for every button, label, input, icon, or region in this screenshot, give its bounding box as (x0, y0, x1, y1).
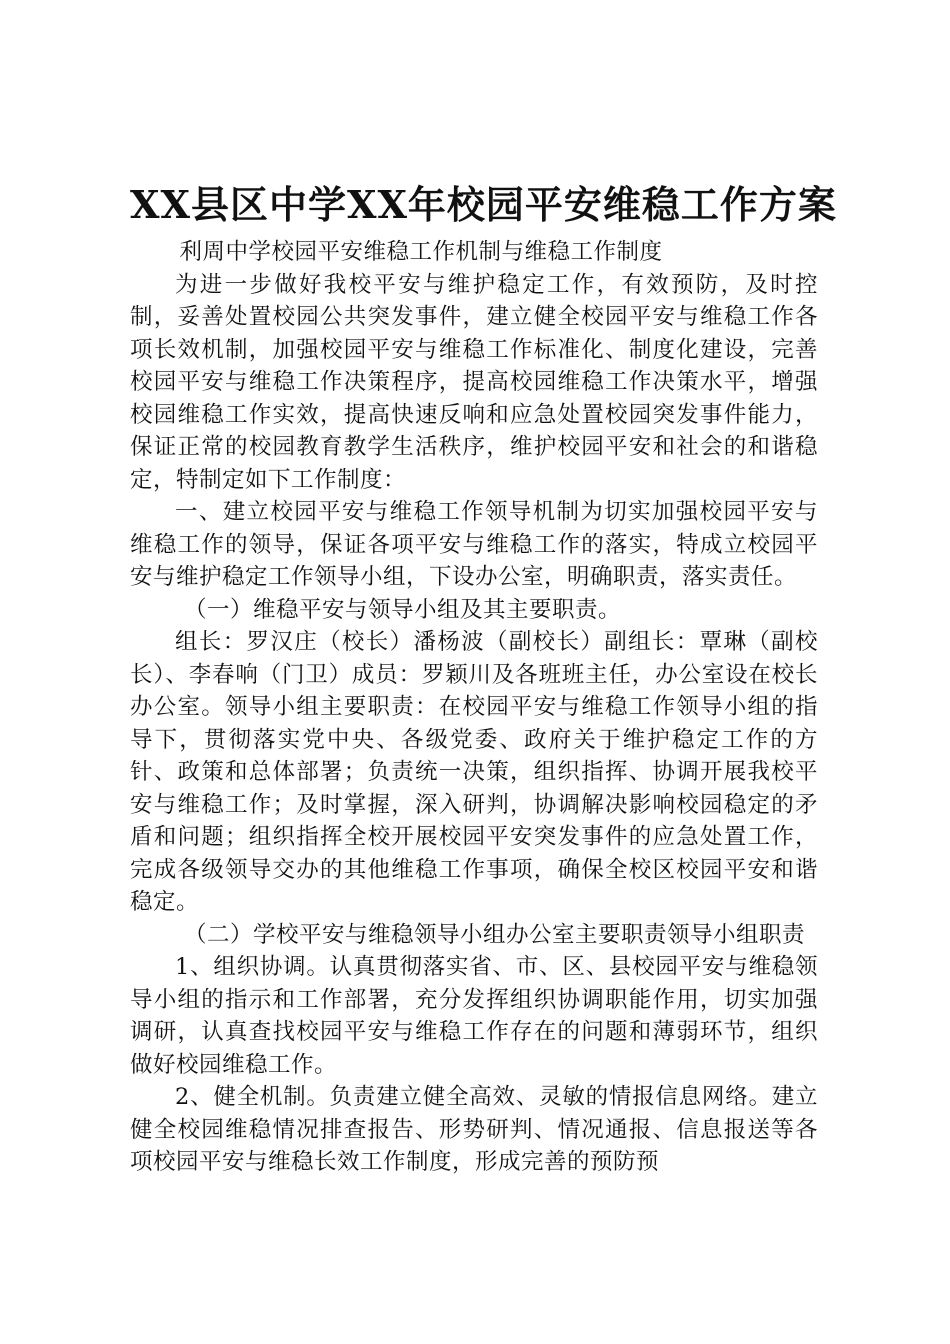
document-subtitle: 利周中学校园平安维稳工作机制与维稳工作制度 (179, 239, 663, 265)
leadership-group-paragraph: 组长：罗汉庄（校长）潘杨波（副校长）副组长：覃琳（副校长）、李春响（门卫）成员：罗颖川及各班班主任，办公室设在校长办公室。领导小组主要职责：在校园平安与维稳工作领导小组的指导下，贯彻落实党中央、各级党委、政府关于维护稳定工作的方针、政策和总体部署；负责统一决策，组织指挥、协调开展我校平安与维稳工作；及时掌握，深入研判，协调解决影响校园稳定的矛盾和问题；组织指挥全校开展校园平安突发事件的应急处置工作，完成各级领导交办的其他维稳工作事项，确保全校区校园平安和谐稳定。 (130, 629, 818, 915)
subsection-two-heading: （二）学校平安与维稳领导小组办公室主要职责领导小组职责 (184, 921, 806, 948)
document-page (130, 180, 837, 1179)
duty-one-paragraph: 1、组织协调。认真贯彻落实省、市、区、县校园平安与维稳领导小组的指示和工作部署，充分发挥组织协调职能作用，切实加强调研，认真查找校园平安与维稳工作存在的问题和薄弱环节，组织做好校园维稳工作。 (130, 954, 818, 1078)
document-title: XX县区中学XX年校园平安维稳工作方案 (130, 182, 837, 227)
duty-two-paragraph: 2、健全机制。负责建立健全高效、灵敏的情报信息网络。建立健全校园维稳情况排查报告、形势研判、情况通报、信息报送等各项校园平安与维稳长效工作制度，形成完善的预防预 (130, 1084, 818, 1175)
intro-paragraph: 为进一步做好我校平安与维护稳定工作，有效预防，及时控制，妥善处置校园公共突发事件，建立健全校园平安与维稳工作各项长效机制，加强校园平安与维稳工作标准化、制度化建设，完善校园平安与维稳工作决策程序，提高校园维稳工作决策水平，增强校园维稳工作实效，提高快速反响和应急处置校园突发事件能力，保证正常的校园教育教学生活秩序，维护校园平安和社会的和谐稳定，特制定如下工作制度： (130, 271, 818, 493)
subsection-one-heading: （一）维稳平安与领导小组及其主要职责。 (184, 596, 622, 623)
section-one-paragraph: 一、建立校园平安与维稳工作领导机制为切实加强校园平安与维稳工作的领导，保证各项平安与维稳工作的落实，特成立校园平安与维护稳定工作领导小组，下设办公室，明确职责，落实责任。 (130, 499, 818, 590)
